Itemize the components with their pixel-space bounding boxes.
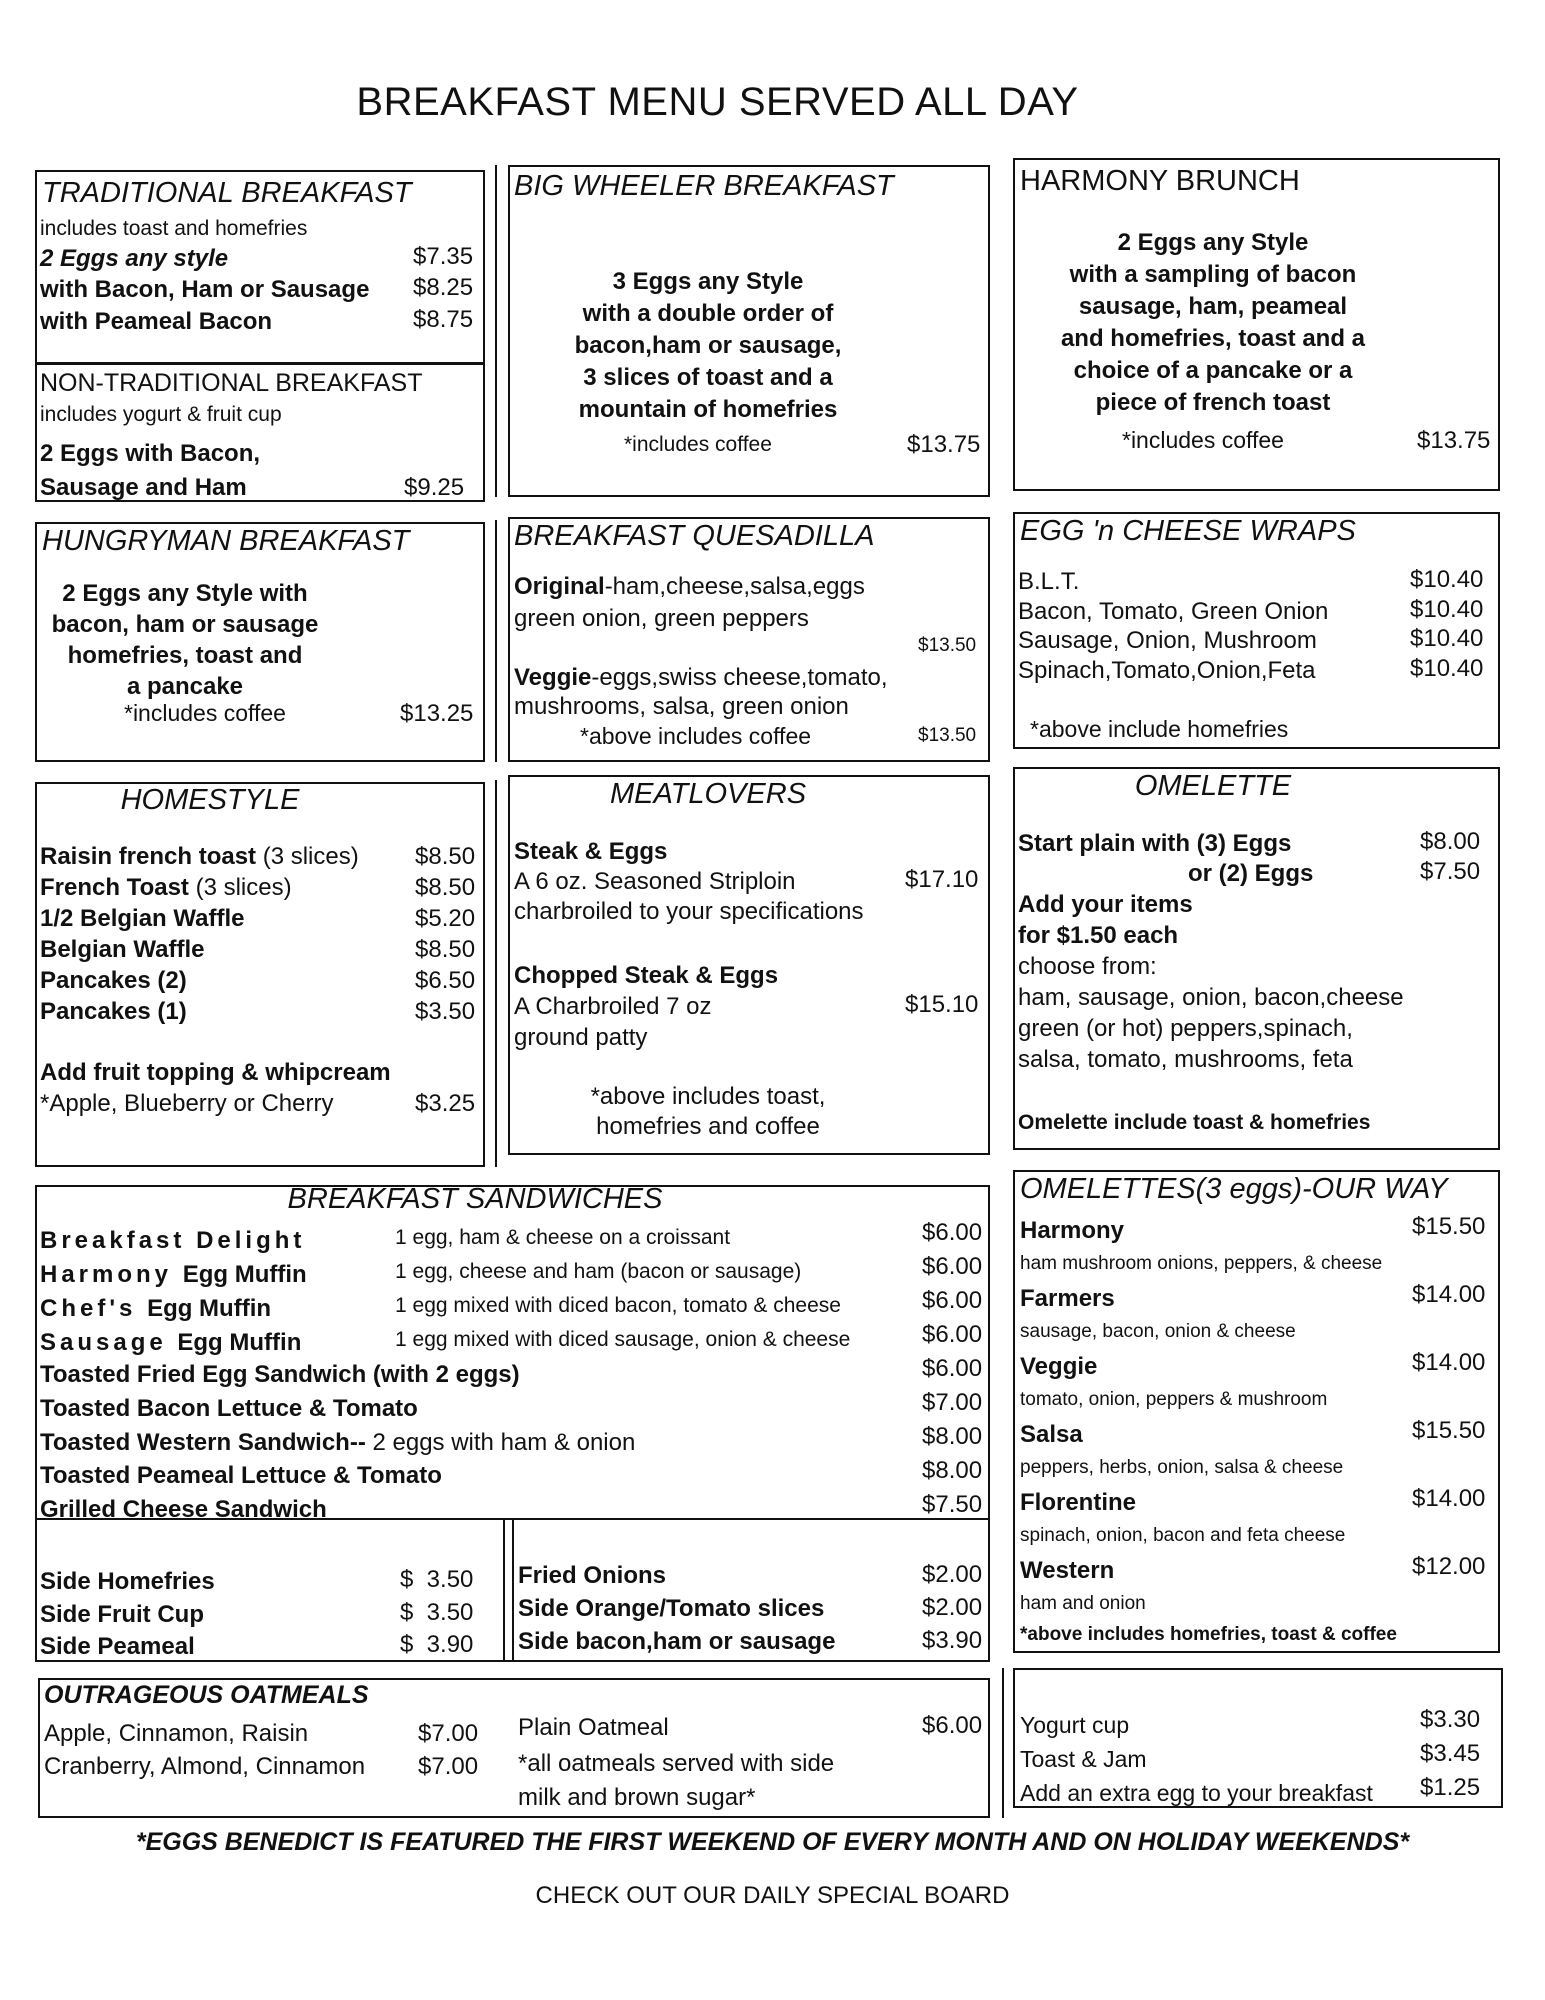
omelette-choose: choose from: xyxy=(1018,953,1157,980)
sandwich-price: $8.00 xyxy=(922,1457,983,1484)
omelette-line: or (2) Eggs xyxy=(1188,860,1314,887)
traditional-item-price: $8.75 xyxy=(413,306,474,333)
plain-oatmeal-price: $6.00 xyxy=(922,1712,983,1739)
item-extra: (3 slices) xyxy=(256,843,359,870)
big-wheeler-heading: BIG WHEELER BREAKFAST xyxy=(514,170,894,202)
sandwich-price: $6.00 xyxy=(922,1287,983,1314)
description-line: a pancake xyxy=(126,673,244,700)
traditional-heading: TRADITIONAL BREAKFAST xyxy=(42,177,412,209)
big-wheeler-description xyxy=(508,266,908,426)
wrap-item-name: Sausage, Onion, Mushroom xyxy=(1018,627,1317,654)
traditional-item-name: 2 Eggs any style xyxy=(40,245,229,272)
side-name: Side bacon,ham or sausage xyxy=(518,1628,836,1655)
side-price: $2.00 xyxy=(922,1594,983,1621)
description-line: bacon, ham or sausage xyxy=(51,611,319,638)
harmony-brunch-price: $13.75 xyxy=(1417,427,1491,454)
item-extra: (3 slices) xyxy=(188,874,292,901)
sandwich-name: Toasted Bacon Lettuce & Tomato xyxy=(40,1395,418,1422)
meatlovers-item-desc: A 6 oz. Seasoned Striploin xyxy=(514,868,796,895)
sandwich-price: $6.00 xyxy=(922,1321,983,1348)
sandwich-price: $6.00 xyxy=(922,1219,983,1246)
non-traditional-line: Sausage and Ham xyxy=(40,474,247,501)
meatlovers-item-name: Steak & Eggs xyxy=(514,838,668,865)
description-line: 3 slices of toast and a xyxy=(583,364,833,391)
homestyle-item-name: Pancakes (1) xyxy=(40,998,187,1025)
sandwich-price: $8.00 xyxy=(922,1423,983,1450)
traditional-item-price: $8.25 xyxy=(413,274,474,301)
quesadilla-veggie xyxy=(514,664,888,692)
quesadilla-veggie-desc: mushrooms, salsa, green onion xyxy=(514,693,849,720)
item-desc: -eggs,swiss cheese,tomato, xyxy=(591,664,888,691)
item-name: Veggie xyxy=(514,664,592,691)
our-way-item-desc: spinach, onion, bacon and feta cheese xyxy=(1020,1525,1346,1546)
homestyle-price: $8.50 xyxy=(415,843,476,870)
side-name: Side Peameal xyxy=(40,1633,195,1660)
meatlovers-item-price: $17.10 xyxy=(905,866,979,893)
omelette-options: salsa, tomato, mushrooms, feta xyxy=(1018,1046,1353,1073)
traditional-item-price: $7.35 xyxy=(413,243,474,270)
our-way-heading: OMELETTES(3 eggs)-OUR WAY xyxy=(1020,1173,1448,1205)
plain-oatmeal-name: Plain Oatmeal xyxy=(518,1714,669,1741)
homestyle-item xyxy=(40,843,359,871)
sandwich-item xyxy=(40,1429,635,1457)
omelette-options: ham, sausage, onion, bacon,cheese xyxy=(1018,984,1404,1011)
side-name: Side Fruit Cup xyxy=(40,1601,204,1628)
hungryman-note: *includes coffee xyxy=(124,700,286,726)
wrap-item-name: Bacon, Tomato, Green Onion xyxy=(1018,598,1329,625)
quesadilla-original xyxy=(514,573,865,601)
side-price: $ 3.50 xyxy=(400,1566,474,1593)
sandwich-desc: 1 egg mixed with diced bacon, tomato & cheese xyxy=(395,1294,841,1317)
our-way-item-price: $12.00 xyxy=(1412,1553,1486,1580)
item-name: Toasted Western Sandwich-- xyxy=(40,1429,366,1456)
our-way-item-price: $14.00 xyxy=(1412,1281,1486,1308)
extra-item-name: Toast & Jam xyxy=(1020,1746,1147,1772)
homestyle-price: $5.20 xyxy=(415,905,476,932)
meatlovers-note: homefries and coffee xyxy=(596,1113,820,1140)
omelette-price: $8.00 xyxy=(1420,828,1481,855)
quesadilla-heading: BREAKFAST QUESADILLA xyxy=(514,520,875,552)
homestyle-price: $8.50 xyxy=(415,936,476,963)
our-way-item-price: $14.00 xyxy=(1412,1349,1486,1376)
our-way-item-name: Western xyxy=(1020,1557,1115,1584)
divider xyxy=(512,1518,514,1662)
name-part: Egg Muffin xyxy=(177,1329,302,1356)
divider xyxy=(495,780,497,1167)
sandwich-price: $6.00 xyxy=(922,1355,983,1382)
traditional-item-name: with Peameal Bacon xyxy=(40,308,273,335)
name-part: Sausage xyxy=(40,1329,178,1356)
meatlovers-item-name: Chopped Steak & Eggs xyxy=(514,962,779,989)
sandwiches-heading: BREAKFAST SANDWICHES xyxy=(287,1183,663,1215)
non-traditional-price: $9.25 xyxy=(404,474,465,501)
quesadilla-veggie-price: $13.50 xyxy=(918,725,977,746)
quesadilla-note: *above includes coffee xyxy=(580,723,812,749)
our-way-note: *above includes homefries, toast & coffee xyxy=(1020,1624,1397,1645)
our-way-item-name: Salsa xyxy=(1020,1421,1083,1448)
hungryman-price: $13.25 xyxy=(400,700,474,727)
sandwich-name xyxy=(40,1261,307,1289)
divider xyxy=(495,520,497,762)
side-price: $3.90 xyxy=(922,1627,983,1654)
item-name: Raisin french toast xyxy=(40,843,257,870)
description-line: bacon,ham or sausage, xyxy=(574,332,842,359)
side-name: Fried Onions xyxy=(518,1562,667,1589)
meatlovers-item-price: $15.10 xyxy=(905,991,979,1018)
sandwich-name: Toasted Fried Egg Sandwich (with 2 eggs) xyxy=(40,1361,520,1388)
hungryman-heading: HUNGRYMAN BREAKFAST xyxy=(42,525,410,557)
extra-item-name: Yogurt cup xyxy=(1020,1712,1130,1738)
wrap-item-price: $10.40 xyxy=(1410,566,1484,593)
sandwich-price: $7.00 xyxy=(922,1389,983,1416)
name-part: Harmony xyxy=(40,1261,183,1288)
oatmeals-heading: OUTRAGEOUS OATMEALS xyxy=(44,1681,369,1709)
meatlovers-note: *above includes toast, xyxy=(590,1083,826,1110)
name-part: Egg Muffin xyxy=(182,1261,307,1288)
homestyle-price: $3.50 xyxy=(415,998,476,1025)
meatlovers-heading: MEATLOVERS xyxy=(609,778,807,810)
wraps-note: *above include homefries xyxy=(1030,716,1289,742)
homestyle-item-name: Pancakes (2) xyxy=(40,967,187,994)
meatlovers-item-desc: charbroiled to your specifications xyxy=(514,898,864,925)
side-name: Side Homefries xyxy=(40,1568,215,1595)
our-way-item-desc: sausage, bacon, onion & cheese xyxy=(1020,1321,1296,1342)
our-way-item-name: Veggie xyxy=(1020,1353,1098,1380)
omelette-line: Start plain with (3) Eggs xyxy=(1018,830,1292,857)
homestyle-price: $8.50 xyxy=(415,874,476,901)
omelette-options: green (or hot) peppers,spinach, xyxy=(1018,1015,1353,1042)
quesadilla-original-desc: green onion, green peppers xyxy=(514,605,809,632)
wrap-item-price: $10.40 xyxy=(1410,655,1484,682)
side-price: $ 3.90 xyxy=(400,1631,474,1658)
our-way-item-name: Farmers xyxy=(1020,1285,1115,1312)
sandwich-name: Grilled Cheese Sandwich xyxy=(40,1496,327,1523)
divider xyxy=(495,165,497,497)
traditional-note: includes toast and homefries xyxy=(40,217,308,240)
description-line: choice of a pancake or a xyxy=(1073,357,1353,384)
extra-item-name: Add an extra egg to your breakfast xyxy=(1020,1780,1373,1806)
homestyle-topping-price: $3.25 xyxy=(415,1090,476,1117)
sandwich-name xyxy=(40,1295,271,1323)
homestyle-topping-desc: *Apple, Blueberry or Cherry xyxy=(40,1090,334,1117)
wrap-item-name: Spinach,Tomato,Onion,Feta xyxy=(1018,657,1316,684)
meatlovers-item-desc: ground patty xyxy=(514,1024,648,1051)
homestyle-item xyxy=(40,874,292,902)
our-way-item-price: $15.50 xyxy=(1412,1417,1486,1444)
traditional-item-name: with Bacon, Ham or Sausage xyxy=(40,276,370,303)
non-traditional-line: 2 Eggs with Bacon, xyxy=(40,440,261,467)
meatlovers-item-desc: A Charbroiled 7 oz xyxy=(514,993,712,1020)
side-price: $2.00 xyxy=(922,1561,983,1588)
our-way-item-desc: ham mushroom onions, peppers, & cheese xyxy=(1020,1253,1383,1274)
homestyle-heading: HOMESTYLE xyxy=(120,784,300,816)
oatmeal-item-price: $7.00 xyxy=(418,1753,479,1780)
extra-item-price: $3.30 xyxy=(1420,1706,1481,1733)
omelette-add: Add your items xyxy=(1018,891,1193,918)
sandwich-desc: 1 egg, cheese and ham (bacon or sausage) xyxy=(395,1260,802,1283)
divider xyxy=(1002,1668,1004,1818)
page-title: BREAKFAST MENU SERVED ALL DAY xyxy=(356,80,1079,124)
sandwich-name: Toasted Peameal Lettuce & Tomato xyxy=(40,1462,442,1489)
quesadilla-original-price: $13.50 xyxy=(918,635,977,656)
eggs-benedict-note: *EGGS BENEDICT IS FEATURED THE FIRST WEEKEND OF EVERY MONTH AND ON HOLIDAY WEEKENDS* xyxy=(135,1828,1410,1856)
item-desc: -ham,cheese,salsa,eggs xyxy=(604,573,865,600)
harmony-brunch-note: *includes coffee xyxy=(1122,427,1284,453)
oatmeal-note: milk and brown sugar* xyxy=(518,1784,756,1811)
our-way-item-price: $15.50 xyxy=(1412,1213,1486,1240)
side-name: Side Orange/Tomato slices xyxy=(518,1595,825,1622)
item-extra: 2 eggs with ham & onion xyxy=(365,1429,636,1456)
sandwich-desc: 1 egg mixed with diced sausage, onion & cheese xyxy=(395,1328,851,1351)
wraps-heading: EGG 'n CHEESE WRAPS xyxy=(1020,515,1356,547)
oatmeal-item-name: Cranberry, Almond, Cinnamon xyxy=(44,1753,366,1780)
sandwich-name xyxy=(40,1329,301,1357)
our-way-item-name: Harmony xyxy=(1020,1217,1125,1244)
omelette-add: for $1.50 each xyxy=(1018,922,1179,949)
sandwich-name: Breakfast Delight xyxy=(40,1227,306,1254)
extra-item-price: $1.25 xyxy=(1420,1774,1481,1801)
oatmeal-item-price: $7.00 xyxy=(418,1720,479,1747)
omelette-note: Omelette include toast & homefries xyxy=(1018,1111,1371,1134)
description-line: with a sampling of bacon xyxy=(1069,261,1357,288)
item-name: Original xyxy=(514,573,605,600)
sandwich-price: $6.00 xyxy=(922,1253,983,1280)
harmony-brunch-heading: HARMONY BRUNCH xyxy=(1020,165,1300,197)
big-wheeler-note: *includes coffee xyxy=(624,433,772,456)
hungryman-description xyxy=(35,578,335,702)
homestyle-item-name: 1/2 Belgian Waffle xyxy=(40,905,245,932)
extra-item-price: $3.45 xyxy=(1420,1740,1481,1767)
our-way-item-name: Florentine xyxy=(1020,1489,1137,1516)
our-way-item-desc: tomato, onion, peppers & mushroom xyxy=(1020,1389,1328,1410)
description-line: and homefries, toast and a xyxy=(1060,325,1366,352)
description-line: 3 Eggs any Style xyxy=(612,268,804,295)
description-line: mountain of homefries xyxy=(578,396,838,423)
oatmeal-note: *all oatmeals served with side xyxy=(518,1750,835,1777)
description-line: piece of french toast xyxy=(1095,389,1331,416)
homestyle-price: $6.50 xyxy=(415,967,476,994)
name-part: Chef's xyxy=(40,1295,148,1322)
non-traditional-note: includes yogurt & fruit cup xyxy=(40,403,282,426)
description-line: 2 Eggs any Style xyxy=(1117,229,1309,256)
harmony-brunch-description xyxy=(1013,227,1413,419)
side-price: $ 3.50 xyxy=(400,1599,474,1626)
daily-special-note: CHECK OUT OUR DAILY SPECIAL BOARD xyxy=(535,1882,1010,1909)
name-part: Egg Muffin xyxy=(147,1295,272,1322)
our-way-item-desc: ham and onion xyxy=(1020,1593,1146,1614)
description-line: homefries, toast and xyxy=(67,642,303,669)
item-name: French Toast xyxy=(40,874,189,901)
sandwich-desc: 1 egg, ham & cheese on a croissant xyxy=(395,1226,731,1249)
description-line: 2 Eggs any Style with xyxy=(62,580,308,607)
homestyle-topping: Add fruit topping & whipcream xyxy=(40,1059,391,1086)
our-way-item-price: $14.00 xyxy=(1412,1485,1486,1512)
omelette-heading: OMELETTE xyxy=(1134,770,1292,802)
oatmeal-item-name: Apple, Cinnamon, Raisin xyxy=(44,1720,309,1747)
sandwich-price: $7.50 xyxy=(922,1491,983,1518)
big-wheeler-price: $13.75 xyxy=(907,431,981,458)
description-line: with a double order of xyxy=(582,300,834,327)
omelette-price: $7.50 xyxy=(1420,858,1481,885)
divider xyxy=(503,1518,505,1662)
description-line: sausage, ham, peameal xyxy=(1078,293,1348,320)
wrap-item-name: B.L.T. xyxy=(1018,568,1080,595)
homestyle-item-name: Belgian Waffle xyxy=(40,936,205,963)
wrap-item-price: $10.40 xyxy=(1410,625,1484,652)
wrap-item-price: $10.40 xyxy=(1410,596,1484,623)
non-traditional-heading: NON-TRADITIONAL BREAKFAST xyxy=(40,369,423,397)
our-way-item-desc: peppers, herbs, onion, salsa & cheese xyxy=(1020,1457,1344,1478)
